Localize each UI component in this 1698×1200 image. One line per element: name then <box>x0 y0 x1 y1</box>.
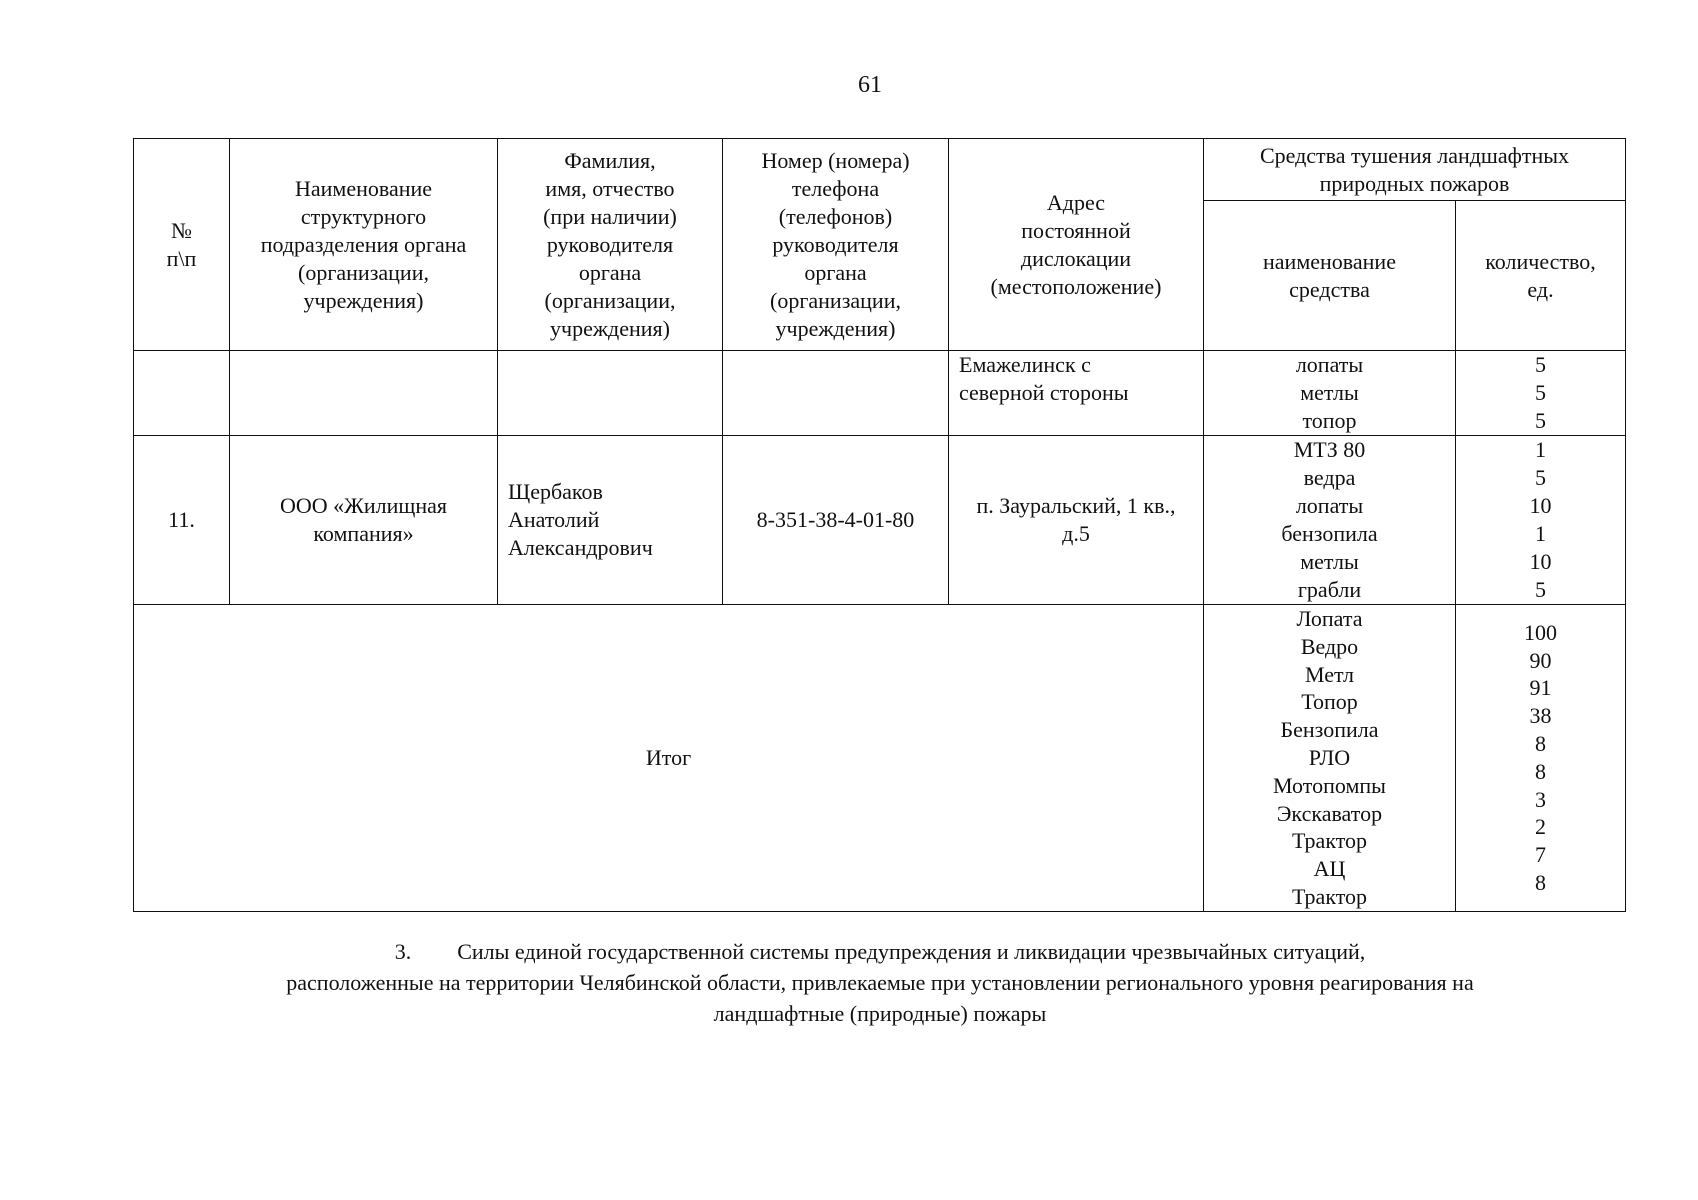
cell-line: компания» <box>313 521 414 546</box>
cell-line: (местоположение) <box>990 273 1162 299</box>
cell-line: (телефонов) <box>778 203 893 229</box>
table-total-row <box>134 605 1626 912</box>
cell-line: Наименование <box>294 175 433 201</box>
cell-line: учреждения) <box>303 287 424 313</box>
header-num <box>134 139 230 351</box>
cell-line: Лопата <box>1296 606 1363 631</box>
cell-line: Средства тушения ландшафтных <box>1259 142 1570 168</box>
cell-line: № <box>171 217 192 243</box>
cell-line: 90 <box>1529 647 1552 673</box>
cell-qty <box>1456 436 1626 605</box>
cell-line: органа <box>578 259 642 285</box>
total-means <box>1204 605 1456 912</box>
cell-line: количество, <box>1485 248 1596 274</box>
section-line1-text: Силы единой государственной системы предупреждения и ликвидации чрезвычайных ситуаций, <box>457 939 1366 964</box>
section-line-1 <box>200 936 1560 967</box>
cell-line: лопаты <box>1295 493 1364 518</box>
cell-line: Номер (номера) <box>761 147 910 173</box>
cell-line: средства <box>1289 276 1370 302</box>
cell-line: АЦ <box>1313 856 1346 882</box>
cell-unit <box>230 351 498 436</box>
cell-line: (организации, <box>770 287 901 313</box>
cell-line: 5 <box>1535 380 1546 405</box>
cell-line: органа <box>804 259 867 285</box>
cell-line: метлы <box>1300 380 1359 405</box>
section-line-3: ландшафтные (природные) пожары <box>713 1001 1047 1026</box>
cell-qty <box>1456 351 1626 436</box>
cell-line: 7 <box>1535 842 1546 868</box>
cell-line: дислокации <box>1020 245 1132 271</box>
cell-line: 8 <box>1535 870 1546 896</box>
cell-line: учреждения) <box>775 315 896 341</box>
cell-line: 5 <box>1535 408 1546 433</box>
table-header-row <box>134 139 1626 201</box>
cell-line: Анатолий <box>508 507 600 532</box>
cell-line: Бензопила <box>1280 717 1379 743</box>
cell-line: 8 <box>1535 758 1546 784</box>
cell-line: 5 <box>1535 352 1546 377</box>
table-row <box>134 436 1626 605</box>
cell-line: 91 <box>1529 675 1552 701</box>
cell-line: Щербаков <box>508 479 603 504</box>
cell-line: наименование <box>1263 248 1396 274</box>
total-qty <box>1456 605 1626 912</box>
section-line-2: расположенные на территории Челябинской области, привлекаемые при установлении регионального уровня реагирования на <box>286 970 1474 995</box>
cell-line: ООО «Жилищная <box>280 493 447 518</box>
header-phone <box>723 139 949 351</box>
section-heading <box>200 936 1560 1029</box>
cell-line: постоянной <box>1021 217 1131 243</box>
section-number: 3. <box>394 939 412 964</box>
cell-line: бензопила <box>1281 521 1378 546</box>
cell-line: Топор <box>1301 689 1358 715</box>
cell-line: имя, отчество <box>545 175 675 201</box>
fire-means-table <box>133 138 1626 912</box>
total-label: Итог <box>134 605 1204 912</box>
cell-line: 5 <box>1535 465 1546 490</box>
header-means-qty <box>1456 201 1626 351</box>
cell-line: РЛО <box>1308 744 1351 770</box>
header-means-name <box>1204 201 1456 351</box>
table-row <box>134 351 1626 436</box>
cell-num: 11. <box>134 436 230 605</box>
cell-num <box>134 351 230 436</box>
cell-line: подразделения органа <box>260 231 467 257</box>
cell-line: руководителя <box>772 231 899 257</box>
cell-line: топор <box>1302 408 1357 433</box>
cell-line: п. Зауральский, 1 кв., <box>976 493 1176 518</box>
cell-unit <box>230 436 498 605</box>
cell-line: Фамилия, <box>564 147 656 173</box>
cell-line: 38 <box>1529 703 1552 729</box>
cell-line: 10 <box>1529 549 1552 574</box>
cell-line: ведра <box>1303 465 1356 490</box>
cell-line: МТЗ 80 <box>1293 437 1366 462</box>
header-means-group <box>1204 139 1626 201</box>
cell-phone: 8-351-38-4-01-80 <box>723 436 949 605</box>
cell-line: телефона <box>791 175 880 201</box>
cell-line: структурного <box>300 203 427 229</box>
cell-means <box>1204 436 1456 605</box>
cell-line: природных пожаров <box>1319 170 1510 196</box>
cell-line: Трактор <box>1291 828 1368 854</box>
cell-means <box>1204 351 1456 436</box>
cell-line: п\п <box>166 245 197 271</box>
cell-line: Трактор <box>1291 883 1368 909</box>
cell-line: (организации, <box>298 259 429 285</box>
cell-head <box>498 436 723 605</box>
cell-line: 1 <box>1535 521 1546 546</box>
cell-address <box>949 436 1204 605</box>
cell-address <box>949 351 1204 436</box>
cell-line: метлы <box>1300 549 1359 574</box>
cell-line: лопаты <box>1295 352 1364 377</box>
cell-line: грабли <box>1297 577 1362 602</box>
cell-line: 8 <box>1535 731 1546 757</box>
cell-line: Александрович <box>508 535 653 560</box>
cell-line: (организации, <box>544 287 676 313</box>
cell-line: 2 <box>1535 814 1546 840</box>
cell-line: ед. <box>1527 276 1554 302</box>
cell-line: Экскаватор <box>1276 800 1383 826</box>
cell-line: северной стороны <box>959 380 1129 405</box>
cell-line: руководителя <box>546 231 674 257</box>
cell-line: 10 <box>1529 493 1552 518</box>
cell-head <box>498 351 723 436</box>
cell-line: 3 <box>1535 786 1546 812</box>
cell-line: 1 <box>1535 437 1546 462</box>
cell-line: Емажелинск с <box>959 352 1091 377</box>
cell-line: Адрес <box>1046 189 1106 215</box>
cell-line: Метл <box>1304 661 1355 687</box>
cell-line: (при наличии) <box>543 203 677 229</box>
header-head <box>498 139 723 351</box>
cell-line: учреждения) <box>550 315 670 341</box>
cell-line: 100 <box>1524 619 1557 645</box>
cell-phone <box>723 351 949 436</box>
cell-line: д.5 <box>1062 521 1090 546</box>
cell-line: Ведро <box>1300 633 1359 659</box>
cell-line: Мотопомпы <box>1273 772 1386 798</box>
cell-line: 5 <box>1535 577 1546 602</box>
header-address <box>949 139 1204 351</box>
page-number: 61 <box>858 72 882 98</box>
header-unit <box>230 139 498 351</box>
